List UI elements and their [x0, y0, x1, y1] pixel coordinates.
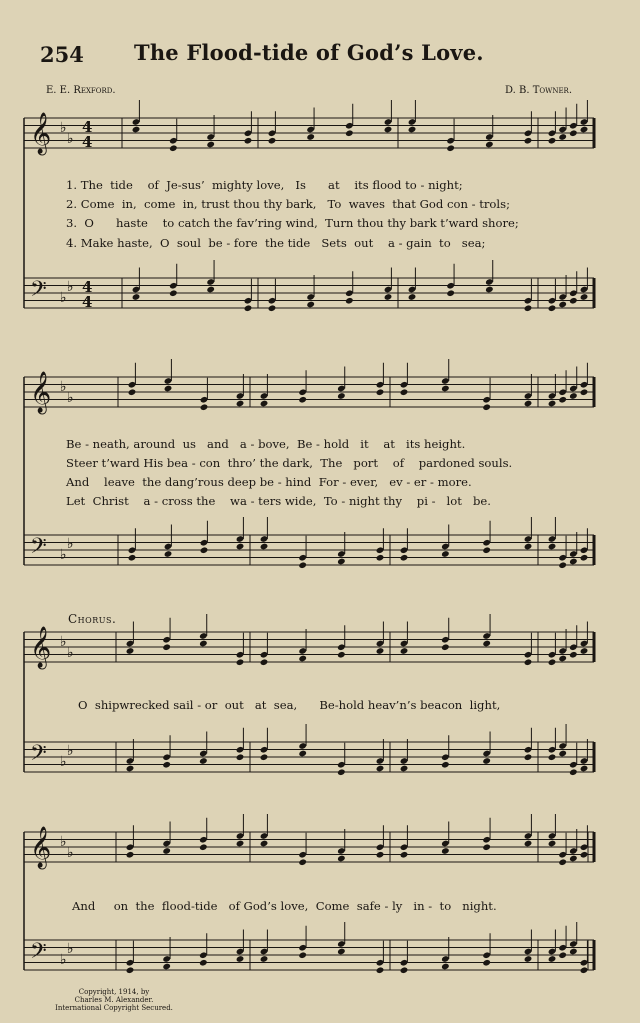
note-head — [569, 297, 578, 305]
note-head — [548, 955, 557, 963]
note-head — [260, 658, 269, 666]
note-head — [548, 840, 557, 848]
verse-1-line-2: Be - neath, around us and a - bove, Be - hold it at its height. — [66, 437, 466, 451]
chorus-line-1: O shipwrecked sail - or out at sea, Be-hold heav’n’s beacon light, — [78, 698, 501, 712]
flat-sign: ♭ — [67, 845, 74, 861]
note-head — [268, 304, 277, 312]
note-head — [558, 396, 567, 404]
note-head — [199, 640, 208, 648]
note-head — [400, 554, 409, 562]
flat-sign: ♭ — [60, 634, 67, 650]
time-signature: 4 — [82, 278, 93, 296]
note-head — [400, 647, 409, 655]
note-head — [132, 126, 141, 134]
note-head — [337, 855, 346, 863]
note-head — [236, 955, 245, 963]
note-head — [376, 554, 385, 562]
hymn-title: The Flood-tide of God’s Love. — [134, 40, 484, 65]
note-head — [524, 753, 533, 761]
note-head — [236, 543, 245, 551]
note-head — [485, 286, 494, 294]
hymn-number: 254 — [40, 42, 84, 67]
time-signature: 4 — [82, 133, 93, 151]
note-head — [569, 129, 578, 137]
note-head — [306, 133, 315, 141]
note-head — [162, 963, 171, 971]
note-head — [376, 388, 385, 396]
note-head — [376, 966, 385, 974]
note-head — [126, 966, 135, 974]
bass-clef: 𝄢 — [30, 939, 47, 969]
treble-clef: 𝄞 — [30, 113, 52, 154]
flat-sign: ♭ — [60, 952, 67, 968]
note-head — [298, 750, 307, 758]
note-head — [400, 765, 409, 773]
note-head — [524, 840, 533, 848]
verse-4-line-2: Let Christ a - cross the wa - ters wide, To - night thy pi - lot be. — [66, 494, 491, 508]
treble-clef: 𝄞 — [30, 627, 52, 668]
note-head — [298, 561, 307, 569]
note-head — [441, 963, 450, 971]
note-head — [162, 643, 171, 651]
bass-clef: 𝄢 — [30, 277, 47, 307]
flat-sign: ♭ — [60, 120, 67, 136]
note-head — [558, 951, 567, 959]
copyright-line-3: International Copyright Secured. — [55, 1004, 173, 1012]
note-head — [558, 750, 567, 758]
time-signature: 4 — [82, 293, 93, 311]
note-head — [580, 293, 589, 301]
bass-clef: 𝄢 — [30, 741, 47, 771]
note-head — [580, 554, 589, 562]
composer-credit: D. B. Towner. — [504, 85, 572, 96]
note-head — [446, 289, 455, 297]
note-head — [376, 765, 385, 773]
verse-1-line-1: 1. The tide of Je-sus’ mighty love, Is at its flood to - night; — [66, 178, 463, 192]
flat-sign: ♭ — [67, 390, 74, 406]
note-head — [298, 655, 307, 663]
note-head — [260, 840, 269, 848]
note-head — [400, 966, 409, 974]
verse-3-line-2: And leave the dang’rous deep be - hind For - ever, ev - er - more. — [66, 475, 472, 489]
note-head — [236, 658, 245, 666]
bass-clef: 𝄢 — [30, 534, 47, 564]
note-head — [244, 304, 253, 312]
copyright-notice — [44, 988, 184, 1012]
note-head — [446, 144, 455, 152]
note-head — [482, 757, 491, 765]
note-head — [482, 403, 491, 411]
note-head — [298, 396, 307, 404]
lyricist-credit: E. E. Rexford. — [46, 85, 116, 96]
note-head — [569, 948, 578, 956]
note-head — [580, 388, 589, 396]
note-head — [548, 753, 557, 761]
note-head — [345, 297, 354, 305]
note-head — [482, 546, 491, 554]
note-head — [200, 403, 209, 411]
note-head — [400, 388, 409, 396]
copyright-line-1: Copyright, 1914, by — [78, 988, 150, 996]
note-head — [482, 640, 491, 648]
note-head — [384, 293, 393, 301]
note-head — [524, 955, 533, 963]
note-head — [162, 847, 171, 855]
note-head — [524, 137, 533, 145]
note-head — [200, 546, 209, 554]
flat-sign: ♭ — [60, 547, 67, 563]
note-head — [548, 137, 557, 145]
note-head — [169, 144, 178, 152]
note-head — [268, 137, 277, 145]
note-head — [548, 400, 557, 408]
note-head — [548, 658, 557, 666]
note-head — [199, 757, 208, 765]
note-head — [482, 959, 491, 967]
note-head — [441, 643, 450, 651]
flat-sign: ♭ — [60, 379, 67, 395]
note-head — [482, 843, 491, 851]
note-head — [569, 768, 578, 776]
note-head — [485, 141, 494, 149]
chorus-label: Chorus. — [68, 612, 117, 626]
verse-4-line-1: 4. Make haste, O soul be - fore the tide Sets out a - gain to sea; — [66, 236, 486, 250]
treble-clef: 𝄞 — [30, 827, 52, 868]
note-head — [345, 129, 354, 137]
note-head — [400, 851, 409, 859]
note-head — [376, 851, 385, 859]
note-head — [260, 543, 269, 551]
flat-sign: ♭ — [67, 131, 74, 147]
note-head — [408, 293, 417, 301]
note-head — [128, 554, 137, 562]
note-head — [569, 651, 578, 659]
note-head — [337, 392, 346, 400]
note-head — [206, 286, 215, 294]
verse-2-line-1: 2. Come in, come in, trust thou thy bark, To waves that God con - trols; — [66, 197, 510, 211]
note-head — [580, 765, 589, 773]
note-head — [408, 126, 417, 134]
flat-sign: ♭ — [67, 941, 74, 957]
note-head — [126, 765, 135, 773]
note-head — [298, 951, 307, 959]
note-head — [558, 858, 567, 866]
note-head — [128, 388, 137, 396]
note-head — [260, 400, 269, 408]
note-head — [164, 385, 173, 393]
note-head — [548, 304, 557, 312]
flat-sign: ♭ — [67, 743, 74, 759]
note-head — [524, 543, 533, 551]
note-head — [569, 392, 578, 400]
note-head — [524, 658, 533, 666]
flat-sign: ♭ — [67, 279, 74, 295]
flat-sign: ♭ — [60, 754, 67, 770]
note-head — [548, 543, 557, 551]
note-head — [199, 959, 208, 967]
note-head — [126, 851, 135, 859]
copyright-line-2: Charles M. Alexander. — [74, 996, 154, 1004]
note-head — [337, 768, 346, 776]
note-head — [524, 400, 533, 408]
time-signature: 4 — [82, 118, 93, 136]
note-head — [132, 293, 141, 301]
note-head — [580, 851, 589, 859]
flat-sign: ♭ — [67, 645, 74, 661]
note-head — [337, 948, 346, 956]
note-head — [236, 840, 245, 848]
note-head — [164, 550, 173, 558]
note-head — [244, 137, 253, 145]
note-head — [162, 761, 171, 769]
note-head — [441, 761, 450, 769]
treble-clef: 𝄞 — [30, 372, 52, 413]
flat-sign: ♭ — [60, 834, 67, 850]
note-head — [580, 966, 589, 974]
note-head — [441, 550, 450, 558]
chorus-line-2: And on the flood-tide of God’s love, Come safe - ly in - to night. — [72, 899, 497, 913]
note-head — [558, 655, 567, 663]
note-head — [441, 847, 450, 855]
flat-sign: ♭ — [60, 290, 67, 306]
verse-3-line-1: 3. O haste to catch the fav’ring wind, Turn thou thy bark t’ward shore; — [66, 216, 519, 230]
note-head — [558, 133, 567, 141]
note-head — [376, 647, 385, 655]
note-head — [206, 141, 215, 149]
note-head — [441, 385, 450, 393]
note-head — [569, 855, 578, 863]
note-head — [306, 301, 315, 309]
note-head — [580, 647, 589, 655]
note-head — [558, 301, 567, 309]
note-head — [260, 753, 269, 761]
note-head — [337, 651, 346, 659]
note-head — [260, 955, 269, 963]
note-head — [169, 289, 178, 297]
note-head — [569, 558, 578, 566]
note-head — [384, 126, 393, 134]
note-head — [126, 647, 135, 655]
note-head — [524, 304, 533, 312]
note-head — [236, 753, 245, 761]
verse-2-line-2: Steer t’ward His bea - con thro’ the dark, The port of pardoned souls. — [66, 456, 513, 470]
note-head — [337, 558, 346, 566]
flat-sign: ♭ — [67, 536, 74, 552]
note-head — [580, 126, 589, 134]
note-head — [298, 858, 307, 866]
note-head — [236, 400, 245, 408]
note-head — [199, 843, 208, 851]
note-head — [558, 561, 567, 569]
